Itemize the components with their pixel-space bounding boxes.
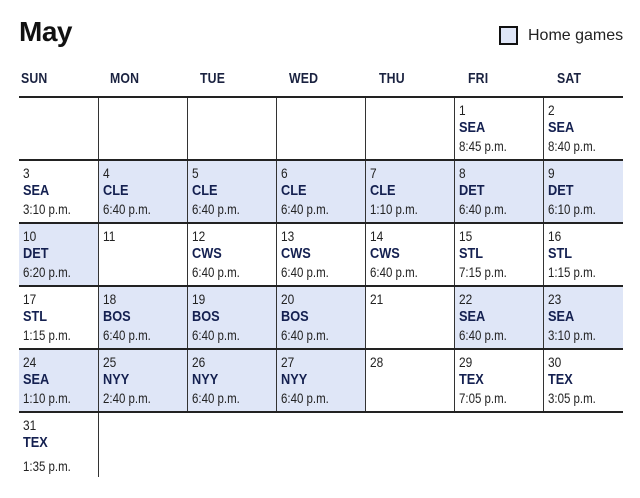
day-number: 4 <box>103 165 110 181</box>
empty-day-cell <box>276 98 365 159</box>
day-number: 1 <box>459 102 466 118</box>
empty-tail <box>98 413 623 477</box>
day-number: 10 <box>23 228 37 244</box>
day-number: 11 <box>103 228 116 244</box>
day-number: 16 <box>548 228 562 244</box>
dow-mon: MON <box>110 70 140 87</box>
game-time: 6:40 p.m. <box>459 201 507 217</box>
dow-tue: TUE <box>200 70 226 87</box>
day-number: 19 <box>192 291 206 307</box>
day-cell <box>187 161 276 222</box>
opponent-label: TEX <box>548 371 573 388</box>
game-time: 6:40 p.m. <box>281 390 329 406</box>
game-time: 6:10 p.m. <box>548 201 596 217</box>
game-time: 6:40 p.m. <box>459 327 507 343</box>
opponent-label: CLE <box>281 182 307 199</box>
game-time: 6:40 p.m. <box>281 201 329 217</box>
game-time: 6:20 p.m. <box>23 264 71 280</box>
opponent-label: STL <box>23 308 48 325</box>
opponent-label: SEA <box>459 308 486 325</box>
game-time: 6:40 p.m. <box>103 327 151 343</box>
day-cell <box>543 161 623 222</box>
day-cell <box>98 287 187 348</box>
day-number: 13 <box>281 228 295 244</box>
opponent-label: BOS <box>192 308 220 325</box>
game-time: 6:40 p.m. <box>192 264 240 280</box>
dow-sun: SUN <box>21 70 48 87</box>
opponent-label: SEA <box>459 119 486 136</box>
game-time: 7:05 p.m. <box>459 390 507 406</box>
opponent-label: SEA <box>23 182 50 199</box>
opponent-label: TEX <box>23 434 48 451</box>
dow-fri: FRI <box>468 70 489 87</box>
game-time: 8:40 p.m. <box>548 138 596 154</box>
opponent-label: SEA <box>23 371 50 388</box>
day-number: 3 <box>23 165 30 181</box>
day-cell <box>454 224 543 285</box>
dow-thu: THU <box>379 70 405 87</box>
day-number: 12 <box>192 228 206 244</box>
game-time: 6:40 p.m. <box>370 264 418 280</box>
day-cell <box>543 98 623 159</box>
opponent-label: STL <box>459 245 484 262</box>
calendar-week-row <box>19 222 623 285</box>
calendar-week-row <box>19 96 623 159</box>
game-time: 1:10 p.m. <box>23 390 71 406</box>
game-time: 6:40 p.m. <box>192 327 240 343</box>
opponent-label: BOS <box>103 308 131 325</box>
opponent-label: SEA <box>548 308 575 325</box>
day-cell <box>187 224 276 285</box>
day-cell <box>187 350 276 411</box>
day-cell <box>454 350 543 411</box>
game-time: 7:15 p.m. <box>459 264 507 280</box>
opponent-label: DET <box>23 245 49 262</box>
calendar-week-row <box>19 159 623 222</box>
opponent-label: CWS <box>192 245 222 262</box>
opponent-label: CLE <box>192 182 218 199</box>
day-number: 28 <box>370 354 384 370</box>
empty-day-cell <box>19 98 98 159</box>
opponent-label: SEA <box>548 119 575 136</box>
game-time: 6:40 p.m. <box>281 264 329 280</box>
calendar-week-row <box>19 411 623 477</box>
game-time: 6:40 p.m. <box>281 327 329 343</box>
game-time: 3:10 p.m. <box>23 201 71 217</box>
month-title: May <box>19 16 72 47</box>
legend <box>499 26 623 45</box>
day-cell <box>19 287 98 348</box>
day-cell <box>365 161 454 222</box>
day-number: 9 <box>548 165 555 181</box>
day-cell <box>19 161 98 222</box>
home-games-swatch-icon <box>499 26 518 45</box>
day-number: 6 <box>281 165 288 181</box>
opponent-label: CLE <box>103 182 129 199</box>
game-time: 6:40 p.m. <box>192 201 240 217</box>
game-time: 3:05 p.m. <box>548 390 596 406</box>
day-cell <box>543 287 623 348</box>
game-time: 3:10 p.m. <box>548 327 596 343</box>
opponent-label: CWS <box>281 245 311 262</box>
calendar-week-row <box>19 285 623 348</box>
day-cell <box>543 224 623 285</box>
day-number: 18 <box>103 291 117 307</box>
game-time: 2:40 p.m. <box>103 390 151 406</box>
day-number: 14 <box>370 228 384 244</box>
game-time: 1:10 p.m. <box>370 201 418 217</box>
day-number: 20 <box>281 291 295 307</box>
calendar-week-row <box>19 348 623 411</box>
opponent-label: TEX <box>459 371 484 388</box>
day-number: 17 <box>23 291 37 307</box>
day-cell <box>19 413 98 477</box>
game-time: 8:45 p.m. <box>459 138 507 154</box>
legend-label: Home games <box>528 26 624 44</box>
game-time: 1:35 p.m. <box>23 458 71 474</box>
day-cell <box>454 161 543 222</box>
opponent-label: DET <box>548 182 574 199</box>
day-number: 8 <box>459 165 466 181</box>
dow-sat: SAT <box>557 70 582 87</box>
day-number: 23 <box>548 291 562 307</box>
day-cell <box>454 98 543 159</box>
day-cell <box>454 287 543 348</box>
day-cell <box>276 350 365 411</box>
opponent-label: CLE <box>370 182 396 199</box>
opponent-label: BOS <box>281 308 309 325</box>
day-number: 30 <box>548 354 562 370</box>
empty-day-cell <box>187 98 276 159</box>
opponent-label: DET <box>459 182 485 199</box>
day-number: 15 <box>459 228 473 244</box>
day-number: 2 <box>548 102 555 118</box>
day-cell <box>365 224 454 285</box>
game-time: 6:40 p.m. <box>103 201 151 217</box>
day-number: 21 <box>370 291 384 307</box>
day-cell <box>276 287 365 348</box>
day-number: 24 <box>23 354 37 370</box>
opponent-label: NYY <box>192 371 219 388</box>
calendar-grid <box>19 96 623 477</box>
game-time: 1:15 p.m. <box>548 264 596 280</box>
day-cell <box>98 161 187 222</box>
day-number: 25 <box>103 354 117 370</box>
opponent-label: CWS <box>370 245 400 262</box>
opponent-label: NYY <box>103 371 130 388</box>
day-cell <box>19 224 98 285</box>
empty-day-cell <box>98 98 187 159</box>
day-number: 22 <box>459 291 473 307</box>
day-number: 7 <box>370 165 377 181</box>
day-number: 31 <box>23 417 37 433</box>
dow-wed: WED <box>289 70 319 87</box>
day-cell <box>276 224 365 285</box>
day-cell <box>365 287 454 348</box>
day-number: 29 <box>459 354 473 370</box>
day-cell <box>187 287 276 348</box>
day-number: 27 <box>281 354 295 370</box>
day-cell <box>276 161 365 222</box>
day-cell <box>98 224 187 285</box>
day-cell <box>98 350 187 411</box>
day-number: 26 <box>192 354 206 370</box>
game-time: 6:40 p.m. <box>192 390 240 406</box>
opponent-label: STL <box>548 245 573 262</box>
game-time: 1:15 p.m. <box>23 327 71 343</box>
day-number: 5 <box>192 165 199 181</box>
empty-day-cell <box>365 98 454 159</box>
day-cell <box>543 350 623 411</box>
opponent-label: NYY <box>281 371 308 388</box>
day-cell <box>19 350 98 411</box>
day-cell <box>365 350 454 411</box>
